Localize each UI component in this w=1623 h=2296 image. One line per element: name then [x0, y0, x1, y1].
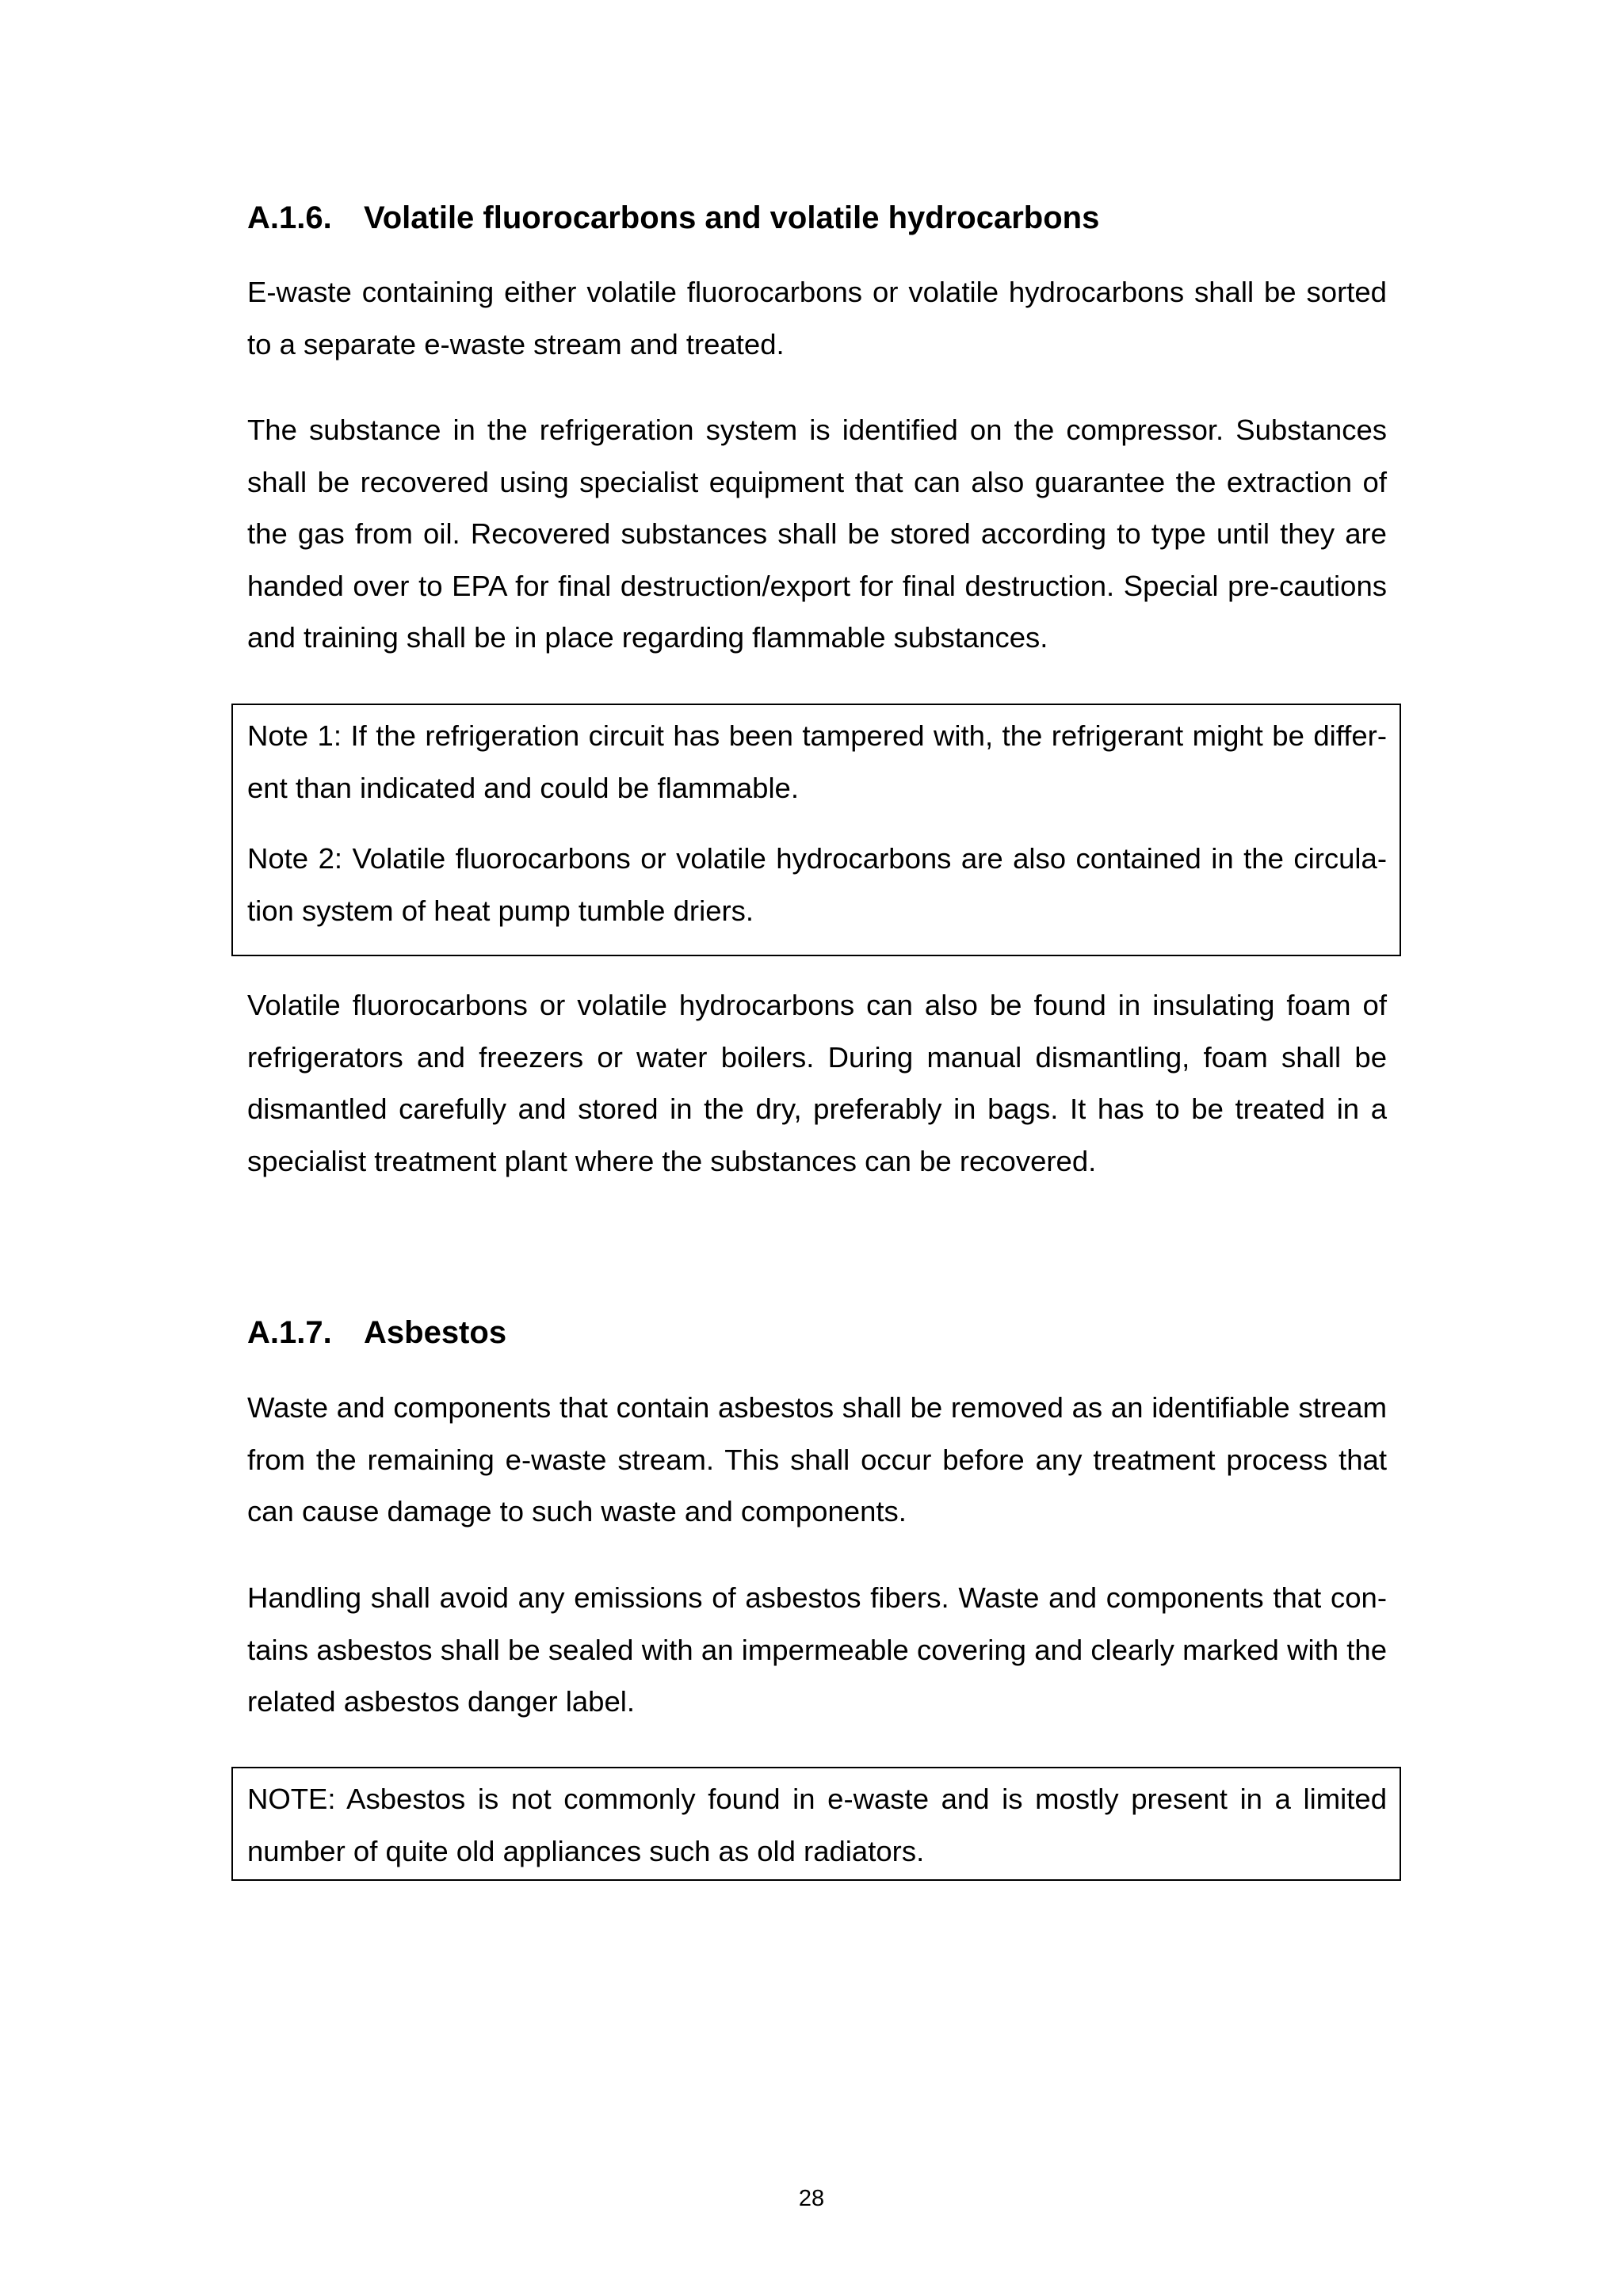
note-box	[231, 704, 1401, 956]
section-heading-a17	[247, 1314, 506, 1352]
note-text: NOTE: Asbestos is not commonly found in e-waste and is mostly present in a limited number of quite old appliances such as old radiators.	[247, 1783, 1387, 1867]
paragraph: Waste and components that contain asbestos shall be removed as an identifiable stream from the remaining e-waste stream. This shall occur before any treatment process that can cause damage to such waste and components.	[247, 1391, 1387, 1527]
page-number: 28	[798, 2186, 825, 2211]
paragraph: The substance in the refrigeration system is identified on the compressor. Substances shall be recovered using specialist equipment that can also guarantee the extraction of the gas from oil. Recovered substances shall be stored according to type until they are handed over to EPA for final destruction/export for final destruction. Special pre-cautions and training shall be in place regarding flammable substances.	[247, 414, 1387, 654]
note-text: Note 2: Volatile fluorocarbons or volatile hydrocarbons are also contained in the circulation system of heat pump tumble driers.	[247, 842, 1387, 927]
section-number: A.1.7.	[247, 1315, 332, 1350]
section-title: Asbestos	[364, 1315, 507, 1350]
paragraph: E-waste containing either volatile fluorocarbons or volatile hydrocarbons shall be sorted to a separate e-waste stream and treated.	[247, 276, 1387, 360]
note-text: Note 1: If the refrigeration circuit has been tampered with, the refrigerant might be different than indicated and could be flammable.	[247, 719, 1387, 804]
section-number: A.1.6.	[247, 200, 332, 235]
paragraph: Handling shall avoid any emissions of asbestos fibers. Waste and components that contains asbestos shall be sealed with an impermeable covering and clearly marked with the related asbestos danger label.	[247, 1581, 1387, 1718]
section-heading-a16	[247, 199, 1099, 237]
section-title: Volatile fluorocarbons and volatile hydrocarbons	[364, 200, 1100, 235]
note-box	[231, 1767, 1401, 1881]
paragraph: Volatile fluorocarbons or volatile hydrocarbons can also be found in insulating foam of refrigerators and freezers or water boilers. During manual dismantling, foam shall be dismantled carefully and stored in the dry, preferably in bags. It has to be treated in a specialist treatment plant where the substances can be recovered.	[247, 989, 1387, 1177]
